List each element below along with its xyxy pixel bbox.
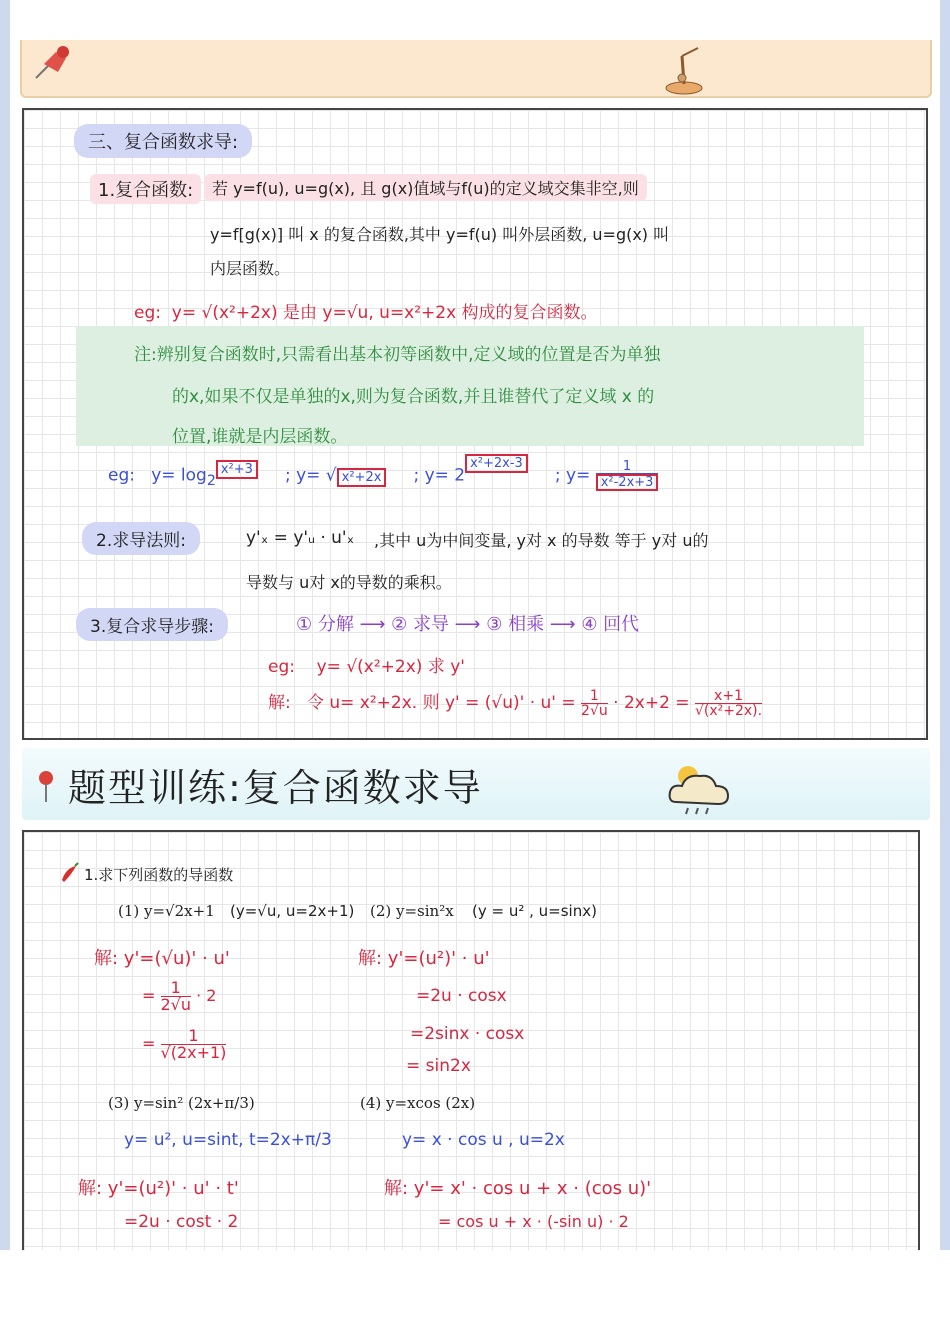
example-2-exponent-box: x²+2x-3 [465, 454, 528, 473]
top-banner [20, 40, 932, 98]
problem-3: (3) y=sin² (2x+π/3) [108, 1094, 255, 1112]
steps-label: 3.复合求导步骤: [76, 608, 228, 641]
answer-1-fraction-1-denominator: 2√u [160, 995, 192, 1014]
problem-3-hint: y= u², u=sint, t=2x+π/3 [124, 1130, 332, 1150]
right-margin-strip [940, 0, 950, 1250]
problem-4-hint: y= x · cos u , u=2x [402, 1130, 565, 1150]
answer-1-fraction-1 [161, 980, 192, 1013]
example-1 [134, 298, 598, 323]
left-margin-strip [0, 0, 10, 1250]
steps-sequence: ① 分解 ⟶ ② 求导 ⟶ ③ 相乘 ⟶ ④ 回代 [296, 614, 640, 635]
problem-1: (1) y=√2x+1 [118, 902, 215, 920]
definition-line-1: 若 y=f(u), u=g(x), 且 g(x)值域与f(u)的定义域交集非空,则 [204, 174, 647, 201]
example-2-exp: ; y= 2 [413, 465, 466, 486]
answer-1-line-3-equals: = [142, 1034, 156, 1053]
answer-3-line-1: 解: y'=(u²)' · u' · t' [78, 1178, 239, 1199]
example-3-prefix: eg: [268, 657, 295, 677]
problem-2-hint: (y = u² , u=sinx) [472, 902, 597, 920]
page-bottom-blank [0, 1250, 950, 1341]
composite-function-label: 1.复合函数: [90, 174, 201, 204]
example-2-prefix: eg: [108, 465, 135, 486]
derivative-rule-label: 2.求导法则: [82, 522, 200, 555]
note-line-1: 注:辨别复合函数时,只需看出基本初等函数中,定义域的位置是否为单独 [134, 345, 661, 365]
chain-rule-text-2: 导数与 u对 x的导数的乘积。 [246, 573, 452, 592]
definition-line-3: 内层函数。 [210, 259, 291, 278]
solution-fraction-2-numerator: x+1 [695, 689, 762, 704]
note-line-2: 的x,如果不仅是单独的x,则为复合函数,并且谁替代了定义域 x 的 [172, 387, 655, 407]
example-2-reciprocal: ; y= [554, 465, 591, 486]
solution-text-2: · 2x+2 = [613, 693, 690, 713]
example-2-log-base: 2 [206, 472, 216, 489]
answer-2-line-1: 解: y'=(u²)' · u' [358, 948, 490, 969]
example-2-fraction [596, 460, 659, 491]
example-2-sqrt: ; y= √ [284, 465, 337, 486]
chain-rule-formula: y'ₓ = y'ᵤ · u'ₓ [246, 528, 355, 548]
handwritten-notes-panel [22, 108, 928, 740]
pushpin-icon [30, 44, 74, 84]
solution-fraction-2-denominator: √(x²+2x). [694, 702, 763, 719]
answer-1-line-3 [142, 1028, 226, 1061]
weather-cloud-icon [662, 758, 738, 818]
example-3-solution [268, 688, 762, 718]
solution-fraction-2 [695, 689, 762, 718]
section-title: 题型训练:复合函数求导 [68, 766, 483, 810]
example-2-fraction-numerator: 1 [596, 460, 659, 474]
desk-lamp-icon [660, 44, 710, 96]
answer-1-fraction-1-numerator: 1 [161, 980, 192, 997]
example-3 [268, 652, 465, 677]
answer-3-line-2: =2u · cost · 2 [124, 1212, 239, 1232]
exercise-panel [22, 830, 920, 1260]
problem-2: (2) y=sin²x [370, 902, 454, 920]
problem-1-hint: (y=√u, u=2x+1) [230, 902, 355, 920]
answer-2-line-2: =2u · cosx [416, 986, 507, 1006]
answer-1-line-2-tail: · 2 [196, 986, 217, 1005]
answer-1-line-1: 解: y'=(√u)' · u' [94, 948, 230, 969]
example-2 [108, 455, 658, 491]
answer-4-line-1: 解: y'= x' · cos u + x · (cos u)' [384, 1178, 652, 1199]
definition-line-2: y=f[g(x)] 叫 x 的复合函数,其中 y=f(u) 叫外层函数, u=g(x) 叫 [210, 225, 670, 244]
answer-1-line-2-equals: = [142, 986, 156, 1005]
example-1-text: y= √(x²+2x) 是由 y=√u, u=x²+2x 构成的复合函数。 [171, 303, 598, 323]
example-3-text: y= √(x²+2x) 求 y' [316, 657, 465, 677]
solution-fraction-1-denominator: 2√u [581, 702, 608, 719]
answer-4-line-2: = cos u + x · (-sin u) · 2 [438, 1212, 629, 1231]
answer-2-line-4: = sin2x [406, 1056, 471, 1076]
solution-fraction-1 [581, 689, 608, 718]
example-2-log: y= log [151, 465, 207, 486]
example-2-denominator-box: x²-2x+3 [596, 474, 659, 491]
note-line-3: 位置,谁就是内层函数。 [172, 427, 348, 447]
solution-fraction-1-numerator: 1 [581, 689, 608, 704]
example-2-log-argument-box: x²+3 [216, 460, 258, 479]
exercise-title: 1.求下列函数的导函数 [84, 866, 234, 884]
chili-pepper-icon [58, 862, 80, 884]
answer-2-line-3: =2sinx · cosx [410, 1024, 525, 1044]
answer-1-fraction-2 [161, 1028, 227, 1061]
example-1-prefix: eg: [134, 303, 161, 323]
problem-4: (4) y=xcos (2x) [360, 1094, 476, 1112]
answer-1-fraction-2-denominator: √(2x+1) [160, 1043, 227, 1062]
answer-1-fraction-2-numerator: 1 [161, 1028, 227, 1045]
chain-rule-text-1: ,其中 u为中间变量, y对 x 的导数 等于 y对 u的 [374, 531, 709, 550]
answer-1-line-2 [142, 980, 216, 1013]
map-pin-icon [36, 770, 56, 804]
solution-text-1: 令 u= x²+2x. 则 y' = (√u)' · u' = [306, 693, 576, 713]
solution-prefix: 解: [268, 693, 291, 713]
example-2-sqrt-argument-box: x²+2x [337, 468, 387, 487]
notes-heading: 三、复合函数求导: [74, 124, 252, 158]
